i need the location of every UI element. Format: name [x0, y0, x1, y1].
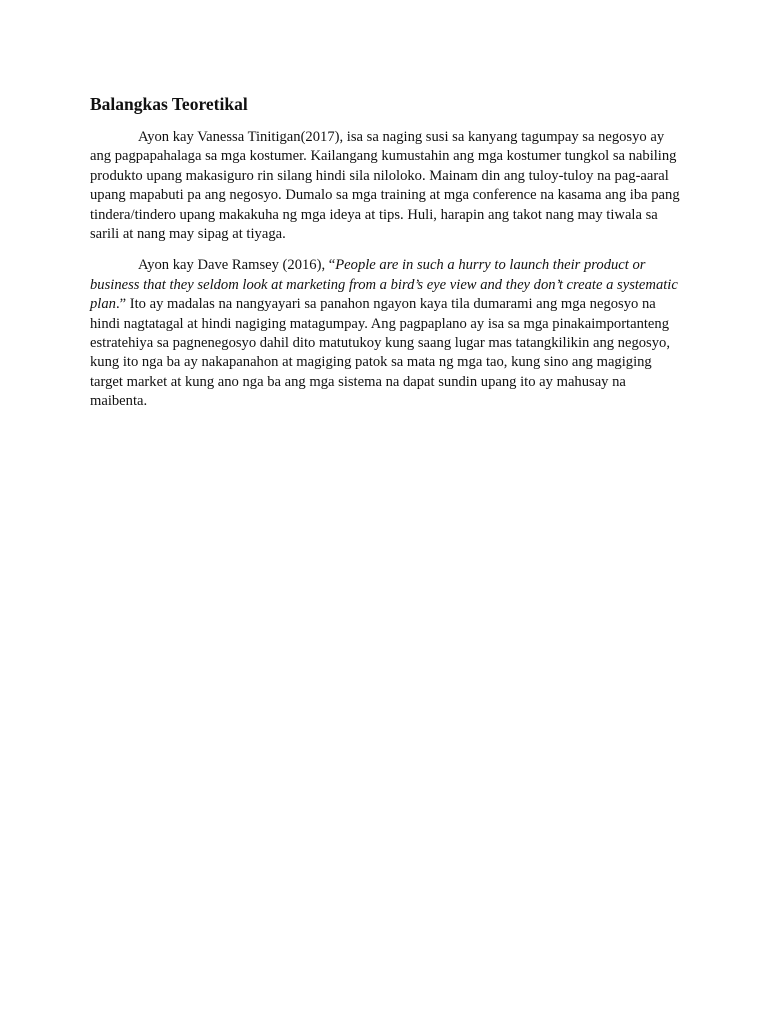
ramsey-citation: Ayon kay Dave Ramsey (2016), “ — [138, 257, 336, 274]
ramsey-quote: People are in such a hurry to launch their product or business that they seldom look at marketing from a bird’s eye view and they don’t create a systematic plan — [90, 257, 678, 313]
document-body — [90, 92, 680, 424]
paragraph-tinitigan: Ayon kay Vanessa Tinitigan(2017), isa sa naging susi sa kanyang tagumpay sa negosyo ay ang pagpapahalaga sa mga kostumer. Kailangang kumustahin ang mga kostumer tungkol sa nabiling produkto upang makasiguro rin silang hindi sila niloloko. Mainam din ang tuloy-tuloy na pag-aaral upang mapabuti pa ang negosyo. Dumalo sa mga training at mga conference na kasama ang iba pang tindera/tindero upang makakuha ng mga ideya at tips. Huli, harapin ang takot nang may tiwala sa sarili at nang may sipag at tiyaga. — [90, 129, 680, 243]
ramsey-commentary: Ito ay madalas na nangyayari sa panahon ngayon kaya tila dumarami ang mga negosyo na hindi nagtatagal at hindi nagiging matagumpay. Ang pagpaplano ay isa sa mga pinakaimportanteng estratehiya sa pagnenegosyo dahil dito matutukoy kung saang lugar mas tatangkilikin ang negosyo, kung ito nga ba ay nakapanahon at magiging patok sa mata ng mga tao, kung sino ang magiging target market at kung ano nga ba ang mga sistema na dapat sundin upang ito ay mahusay na maibenta. — [90, 296, 670, 410]
quote-close: .” — [115, 296, 130, 313]
section-heading: Balangkas Teoretikal — [90, 94, 248, 114]
paragraph-ramsey — [90, 256, 680, 411]
